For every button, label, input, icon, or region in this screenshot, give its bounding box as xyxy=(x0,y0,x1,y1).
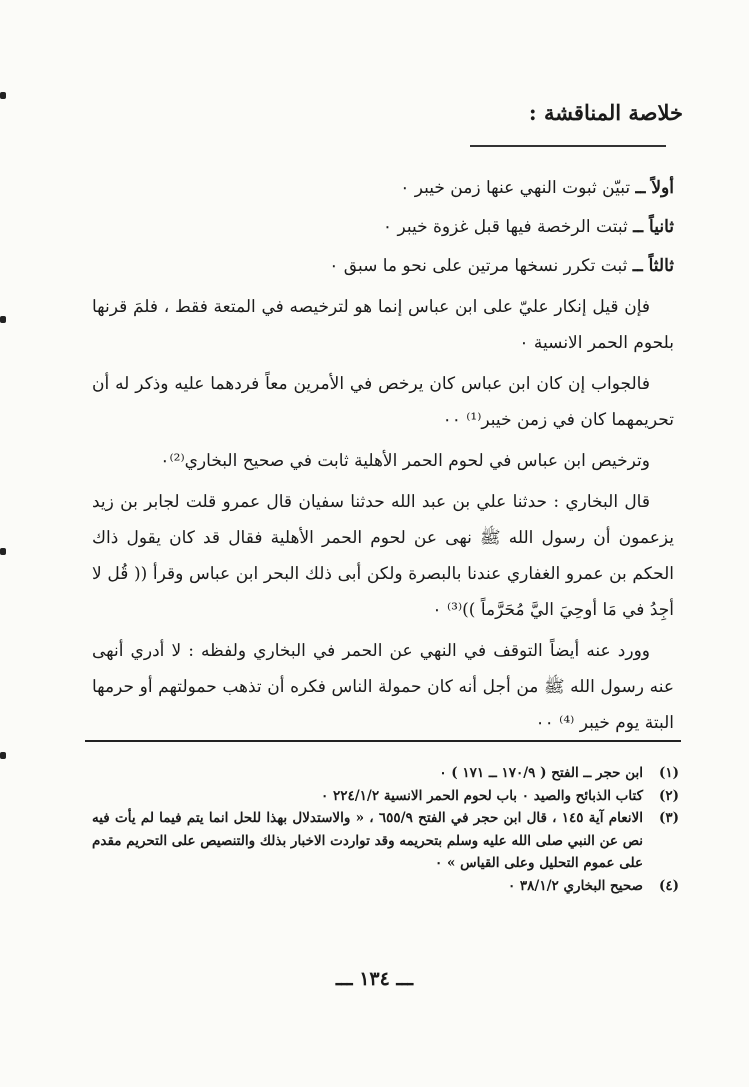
footnote xyxy=(92,785,679,808)
margin-mark xyxy=(0,92,6,99)
section-heading: خلاصة المناقشة : xyxy=(528,100,683,125)
footnote-number: (١) xyxy=(658,765,679,781)
footnote xyxy=(92,807,679,875)
margin-mark xyxy=(0,752,6,759)
paragraph: وورد عنه أيضاً التوقف في النهي عن الحمر في البخاري ولفظه : لا أدري أنهى عنه رسول الله ﷺ من أجل أنه كان حمولة الناس فكره أن تذهب حمولتهم أو حرمها البتة يوم خيبر ⁽⁴⁾ ٠٠ xyxy=(92,641,674,733)
point-lead: ثالثاً ــ xyxy=(632,256,674,276)
footnote-text: ابن حجر ــ الفتح ( ١٧٠/٩ ــ ١٧١ ) ٠ xyxy=(439,765,643,781)
point-text: تبيّن ثبوت النهي عنها زمن خيبر ٠ xyxy=(400,178,636,198)
point-lead: ثانياً ــ xyxy=(633,217,674,237)
page-number: ـــ ١٣٤ ـــ xyxy=(335,968,414,990)
point-second xyxy=(92,209,674,245)
point-third xyxy=(92,248,674,284)
margin-mark xyxy=(0,316,6,323)
footnote-number: (٣) xyxy=(658,810,679,826)
footnote xyxy=(92,762,679,785)
footnote-text: كتاب الذبائح والصيد ٠ باب لحوم الحمر الانسية ٢٢٤/١/٢ ٠ xyxy=(321,787,643,804)
paragraph: قال البخاري : حدثنا علي بن عبد الله حدثنا سفيان قال عمرو قلت لجابر بن زيد يزعمون أن رسول الله ﷺ نهى عن لحوم الحمر الأهلية فقال قد كان يقول ذاك الحكم بن عمرو الغفاري عندنا بالبصرة ولكن أبى ذلك البحر ابن عباس وقرأ (( قُل لا أجِدُ في مَا أوحِيَ اليَّ مُحَرَّماً ))⁽³⁾ ٠ xyxy=(92,492,674,620)
footnote-number: (٢) xyxy=(658,787,679,804)
footnote-text: الانعام آية ١٤٥ ، قال ابن حجر في الفتح ٦٥٥/٩ ، « والاستدلال بهذا للحل انما يتم فيما لم يأت فيه نص عن النبي صلى الله عليه وسلم بتحريمه وقد تواردت الاخبار بذلك والتنصيص على التحريم مقدم على عموم التحليل وعلى القياس » ٠ xyxy=(92,810,643,871)
margin-mark xyxy=(0,548,6,555)
footnote-separator xyxy=(85,740,681,742)
paragraph: وترخيص ابن عباس في لحوم الحمر الأهلية ثابت في صحيح البخاري⁽²⁾٠ xyxy=(160,451,650,471)
point-text: ثبتت الرخصة فيها قبل غزوة خيبر ٠ xyxy=(382,217,634,237)
footnote-number: (٤) xyxy=(658,877,679,894)
footnote xyxy=(92,875,679,898)
paragraph: فالجواب إن كان ابن عباس كان يرخص في الأمرين معاً فردهما عليه وذكر له أن تحريمهما كان في زمن خيبر⁽¹⁾ ٠٠ xyxy=(92,374,674,430)
heading-underline xyxy=(470,145,666,147)
point-lead: أولاً ــ xyxy=(635,178,674,198)
footnotes xyxy=(92,762,679,897)
point-first xyxy=(92,170,674,206)
point-text: ثبت تكرر نسخها مرتين على نحو ما سبق ٠ xyxy=(329,256,633,276)
footnote-text: صحيح البخاري ٣٨/١/٢ ٠ xyxy=(507,877,643,894)
paragraph: فإن قيل إنكار عليّ على ابن عباس إنما هو لترخيصه في المتعة فقط ، فلمَ قرنها بلحوم الحمر الانسية ٠ xyxy=(92,297,674,353)
main-text xyxy=(92,170,674,746)
